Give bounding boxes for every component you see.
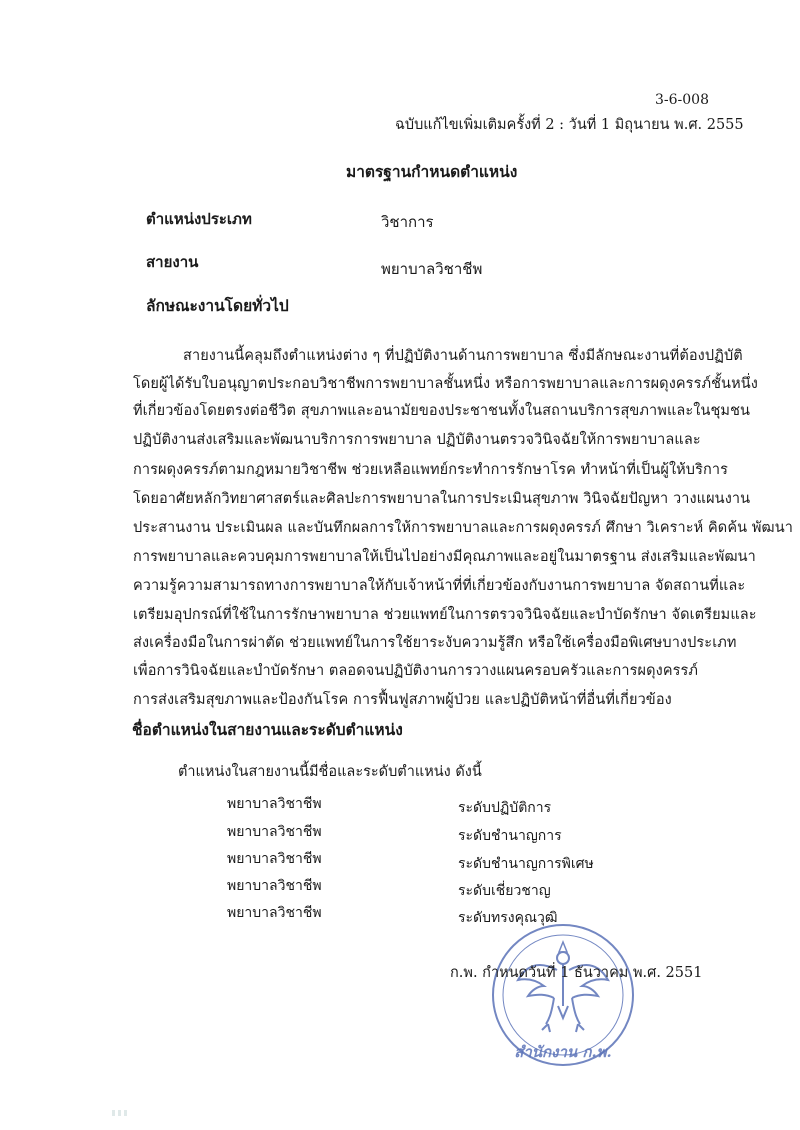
paragraph-line: เตรียมอุปกรณ์ที่ใช้ในการรักษาพยาบาล ช่วยแพทย์ในการตรวจวินิจฉัยและบำบัดรักษา จัดเตรียมและ — [133, 607, 757, 623]
position-level: ระดับปฏิบัติการ — [458, 800, 552, 816]
field-value-position-type: วิชาการ — [381, 213, 434, 231]
paragraph-line: เพื่อการวินิจฉัยและบำบัดรักษา ตลอดจนปฏิบัติงานการวางแผนครอบครัวและการผดุงครรภ์ — [133, 663, 699, 679]
position-name: พยาบาลวิชาชีพ — [227, 851, 322, 867]
position-level: ระดับทรงคุณวุฒิ — [458, 910, 558, 926]
paragraph-line: ประสานงาน ประเมินผล และบันทึกผลการให้การพยาบาลและการผดุงครรภ์ ศึกษา วิเคราะห์ คิดค้น พัฒนา — [133, 520, 793, 536]
position-name: พยาบาลวิชาชีพ — [227, 796, 322, 812]
position-name: พยาบาลวิชาชีพ — [227, 878, 322, 894]
paragraph-line: โดยผู้ได้รับใบอนุญาตประกอบวิชาชีพการพยาบาลชั้นหนึ่ง หรือการพยาบาลและการผดุงครรภ์ชั้นหนึ่ง — [133, 376, 758, 392]
scan-speck — [112, 1108, 132, 1118]
approval-date: ก.พ. กำหนดวันที่ 1 ธันวาคม พ.ศ. 2551 — [450, 965, 703, 981]
paragraph-line: ความรู้ความสามารถทางการพยาบาลให้กับเจ้าหน้าที่ที่เกี่ยวข้องกับงานการพยาบาล จัดสถานที่และ — [133, 578, 746, 594]
field-value-career-line: พยาบาลวิชาชีพ — [381, 260, 483, 278]
positions-section-heading: ชื่อตำแหน่งในสายงานและระดับตำแหน่ง — [132, 720, 403, 739]
paragraph-line: ปฏิบัติงานส่งเสริมและพัฒนาบริการการพยาบาล ปฏิบัติงานตรวจวินิจฉัยให้การพยาบาลและ — [133, 432, 701, 448]
position-level: ระดับชำนาญการ — [458, 828, 562, 844]
field-label-position-type: ตำแหน่งประเภท — [146, 210, 252, 228]
paragraph-line: การส่งเสริมสุขภาพและป้องกันโรค การฟื้นฟูสภาพผู้ป่วย และปฏิบัติหน้าที่อื่นที่เกี่ยวข้อง — [133, 692, 672, 708]
garuda-seal-icon — [488, 920, 638, 1070]
positions-intro: ตำแหน่งในสายงานนี้มีชื่อและระดับตำแหน่ง ดังนี้ — [178, 764, 482, 780]
page-title: มาตรฐานกำหนดตำแหน่ง — [346, 162, 518, 181]
seal-text: สำนักงาน ก.พ. — [514, 1043, 612, 1061]
position-level: ระดับเชี่ยวชาญ — [458, 883, 551, 899]
position-name: พยาบาลวิชาชีพ — [227, 905, 322, 921]
paragraph-line: ส่งเครื่องมือในการผ่าตัด ช่วยแพทย์ในการใช้ยาระงับความรู้สึก หรือใช้เครื่องมือพิเศษบางประเภท — [133, 635, 737, 651]
revision-note: ฉบับแก้ไขเพิ่มเติมครั้งที่ 2 : วันที่ 1 มิถุนายน พ.ศ. 2555 — [395, 117, 744, 133]
paragraph-line: สายงานนี้คลุมถึงตำแหน่งต่าง ๆ ที่ปฏิบัติงานด้านการพยาบาล ซึ่งมีลักษณะงานที่ต้องปฏิบัติ — [183, 348, 743, 364]
field-label-career-line: สายงาน — [146, 253, 199, 271]
position-level: ระดับชำนาญการพิเศษ — [458, 856, 594, 872]
document-code: 3-6-008 — [655, 92, 709, 108]
paragraph-line: โดยอาศัยหลักวิทยาศาสตร์และศิลปะการพยาบาลในการประเมินสุขภาพ วินิจฉัยปัญหา วางแผนงาน — [133, 491, 751, 507]
general-section-heading: ลักษณะงานโดยทั่วไป — [146, 296, 289, 315]
paragraph-line: การผดุงครรภ์ตามกฎหมายวิชาชีพ ช่วยเหลือแพทย์กระทำการรักษาโรค ทำหน้าที่เป็นผู้ให้บริการ — [133, 462, 728, 478]
paragraph-line: การพยาบาลและควบคุมการพยาบาลให้เป็นไปอย่างมีคุณภาพและอยู่ในมาตรฐาน ส่งเสริมและพัฒนา — [133, 549, 756, 565]
paragraph-line: ที่เกี่ยวข้องโดยตรงต่อชีวิต สุขภาพและอนามัยของประชาชนทั้งในสถานบริการสุขภาพและในชุมชน — [133, 403, 751, 419]
position-name: พยาบาลวิชาชีพ — [227, 824, 322, 840]
